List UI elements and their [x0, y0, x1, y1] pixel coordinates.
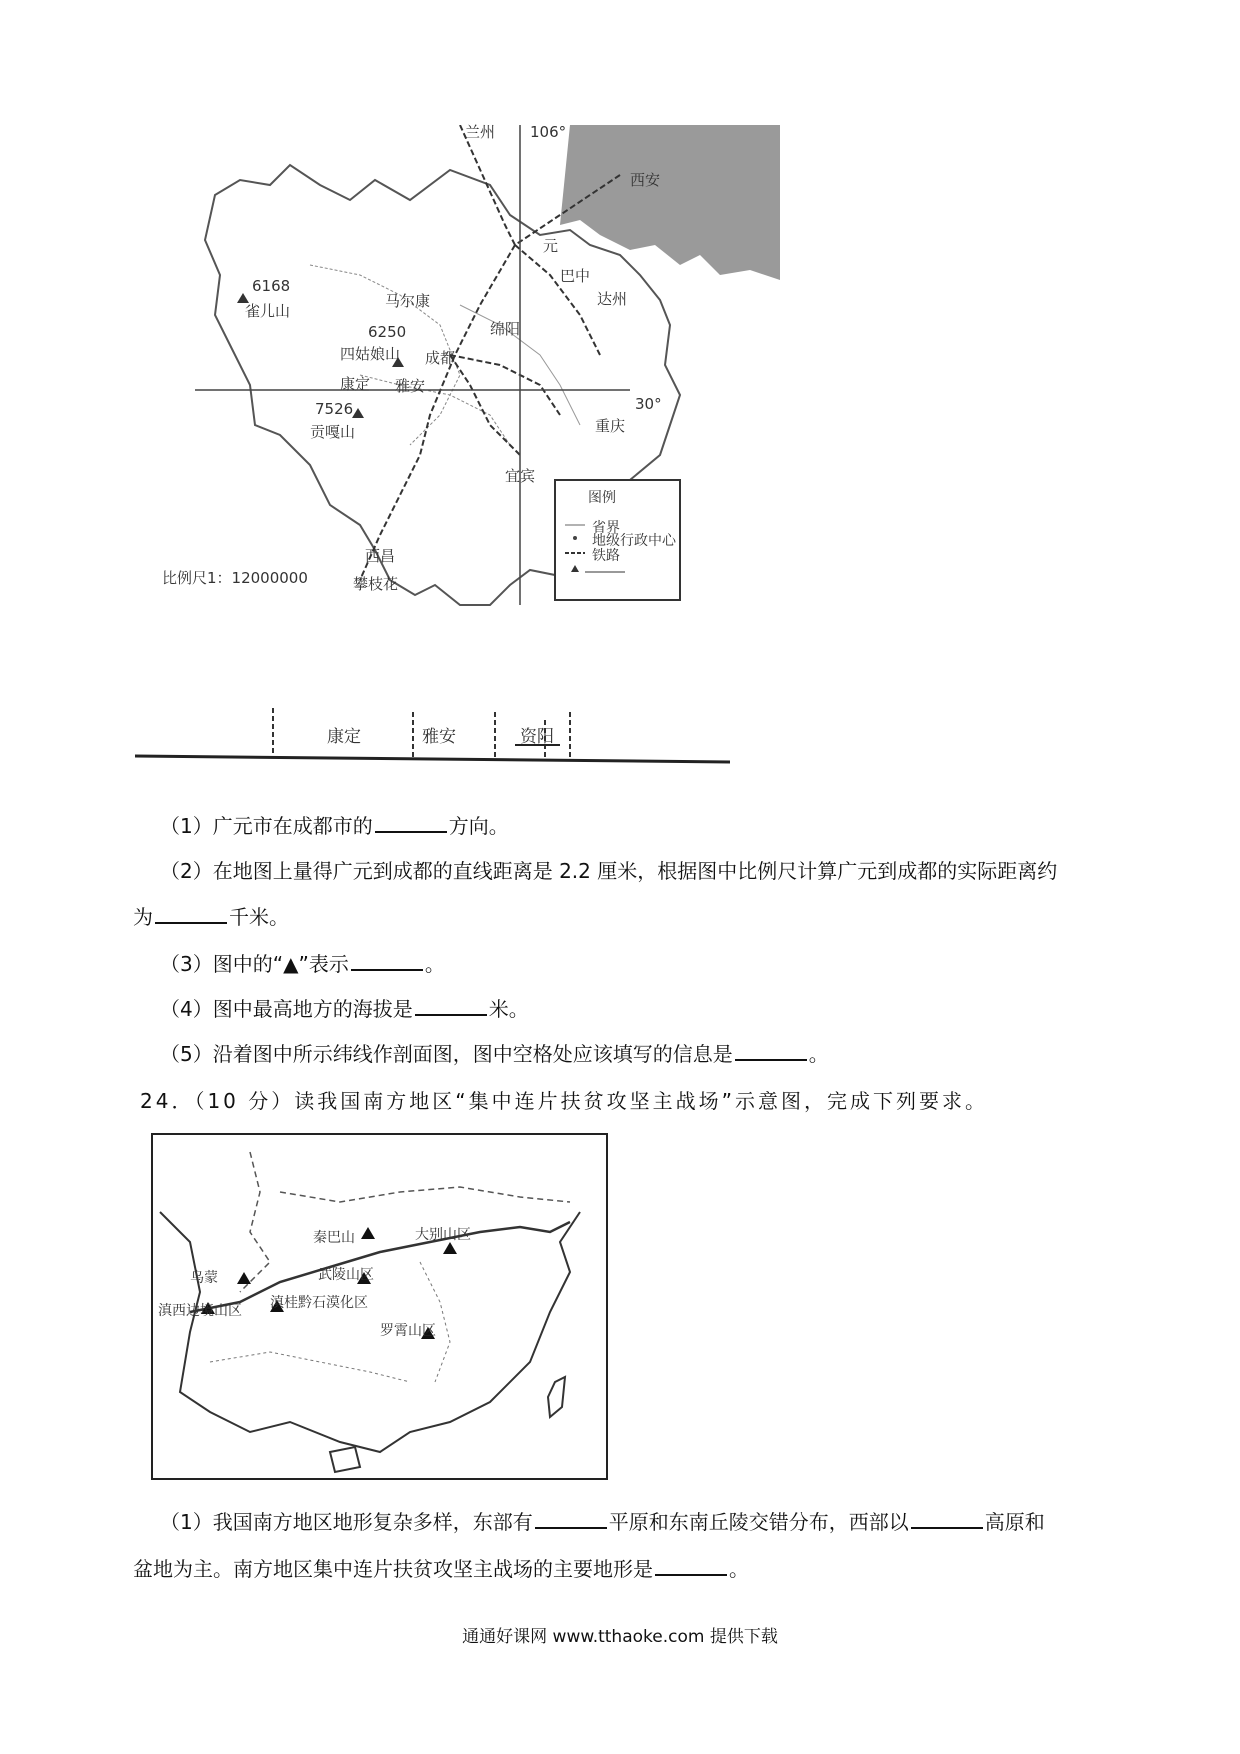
map2-label-dabie: 大别山区: [415, 1227, 471, 1243]
question-24-heading: 24．（10 分）读我国南方地区“集中连片扶贫攻坚主战场”示意图，完成下列要求。: [140, 1089, 988, 1113]
map-label-peak1-name: 雀儿山: [245, 302, 291, 320]
map-label-yaan: 雅安: [395, 377, 426, 395]
map-label-peak3-name: 贡嘎山: [310, 423, 356, 441]
map-label-lanzhou: 兰州: [465, 123, 496, 141]
question-23-4: [160, 995, 529, 1023]
question-text: 。: [808, 1042, 829, 1066]
question-text: 平原和东南丘陵交错分布，西部以: [608, 1510, 909, 1534]
railway: [360, 245, 515, 580]
map-label-dazhou: 达州: [597, 290, 628, 308]
question-text: 米。: [488, 997, 529, 1021]
map-label-mianyang: 绵阳: [490, 320, 521, 338]
map2-label-qinba: 秦巴山: [313, 1230, 355, 1246]
answer-blank[interactable]: [155, 904, 227, 924]
map-label-yibin: 宜宾: [505, 467, 536, 485]
legend-item-2: 地级行政中心: [592, 533, 676, 549]
peak-triangle: [352, 408, 364, 418]
question-text: 。: [729, 1557, 749, 1581]
legend-symbol: [573, 536, 577, 540]
profile-label-kangding: 康定: [327, 727, 361, 747]
question-24-1-line2: [133, 1555, 749, 1583]
map-label-chengdu: 成都: [425, 349, 456, 367]
answer-blank[interactable]: [735, 1041, 807, 1061]
profile-label-yaan: 雅安: [422, 727, 456, 747]
map-label-peak2-name: 四姑娘山: [340, 345, 401, 363]
map-label-yuan: 元: [543, 237, 559, 255]
neighbor-region: [560, 125, 780, 280]
map-label-kangding: 康定: [340, 375, 371, 393]
legend-item-3: 铁路: [592, 548, 620, 564]
map-label-peak1-height: 6168: [252, 277, 291, 295]
profile-strip: [135, 700, 735, 780]
map-label-peak2-height: 6250: [368, 323, 407, 341]
question-24-1-line1: [160, 1508, 1045, 1536]
question-text: 为: [133, 905, 153, 929]
legend-title: 图例: [588, 490, 616, 506]
map2-label-dianxi: 滇西边境山区: [158, 1303, 242, 1319]
answer-blank[interactable]: [415, 996, 487, 1016]
map2-label-wuling: 武陵山区: [318, 1267, 374, 1283]
question-text: 。: [424, 952, 445, 976]
question-text: （1）我国南方地区地形复杂多样，东部有: [160, 1510, 533, 1534]
map-label-peak3-height: 7526: [315, 400, 354, 418]
question-23-2-cont: [133, 903, 289, 931]
profile-baseline: [135, 756, 730, 762]
map-label-xichang: 西昌: [365, 547, 396, 565]
map-label-longitude: 106°: [530, 123, 567, 141]
answer-blank[interactable]: [911, 1509, 983, 1529]
question-23-1: [160, 812, 509, 840]
map-label-latitude: 30°: [635, 395, 662, 413]
railway: [460, 125, 515, 245]
answer-blank[interactable]: [351, 951, 423, 971]
map-label-bazhong: 巴中: [560, 267, 591, 285]
profile-label-ziyang: 资阳: [520, 727, 554, 747]
map-label-xian: 西安: [630, 171, 661, 189]
map-label-panzhihua: 攀枝花: [353, 575, 399, 593]
map2-label-luoxiao: 罗霄山区: [380, 1323, 436, 1339]
question-text: 方向。: [448, 814, 509, 838]
map2-label-dianqian: 滇桂黔石漠化区: [270, 1295, 368, 1311]
question-text: 千米。: [229, 905, 289, 929]
south-china-map: [150, 1132, 610, 1482]
question-text: （2）在地图上量得广元到成都的直线距离是 2.2 厘米，根据图中比例尺计算广元到成都的实际距离约: [160, 859, 1058, 883]
page-footer: 通通好课网 www.tthaoke.com 提供下载: [462, 1627, 778, 1647]
answer-blank[interactable]: [375, 813, 447, 833]
answer-blank[interactable]: [535, 1509, 607, 1529]
railway: [450, 355, 560, 415]
map-label-chongqing: 重庆: [595, 417, 626, 435]
question-23-5: [160, 1040, 829, 1068]
legend-item-1: 省界: [592, 520, 620, 536]
map-scale: 比例尺1：12000000: [162, 569, 308, 587]
answer-blank[interactable]: [655, 1556, 727, 1576]
internal-boundary: [360, 375, 510, 445]
map-label-maerkang: 马尔康: [385, 292, 431, 310]
map2-label-wumeng: 乌蒙: [190, 1270, 218, 1286]
sichuan-map: [160, 125, 780, 685]
question-text: （1）广元市在成都市的: [160, 814, 373, 838]
railway: [515, 245, 600, 355]
railway: [450, 355, 520, 455]
sichuan-map-drawing: [160, 125, 780, 685]
question-text: （4）图中最高地方的海拔是: [160, 997, 413, 1021]
question-23-3: [160, 950, 445, 978]
question-23-2: [160, 857, 1057, 885]
question-text: 盆地为主。南方地区集中连片扶贫攻坚主战场的主要地形是: [133, 1557, 653, 1581]
question-text: （5）沿着图中所示纬线作剖面图，图中空格处应该填写的信息是: [160, 1042, 733, 1066]
question-text: （3）图中的“▲”表示: [160, 952, 349, 976]
question-text: 高原和: [984, 1510, 1045, 1534]
